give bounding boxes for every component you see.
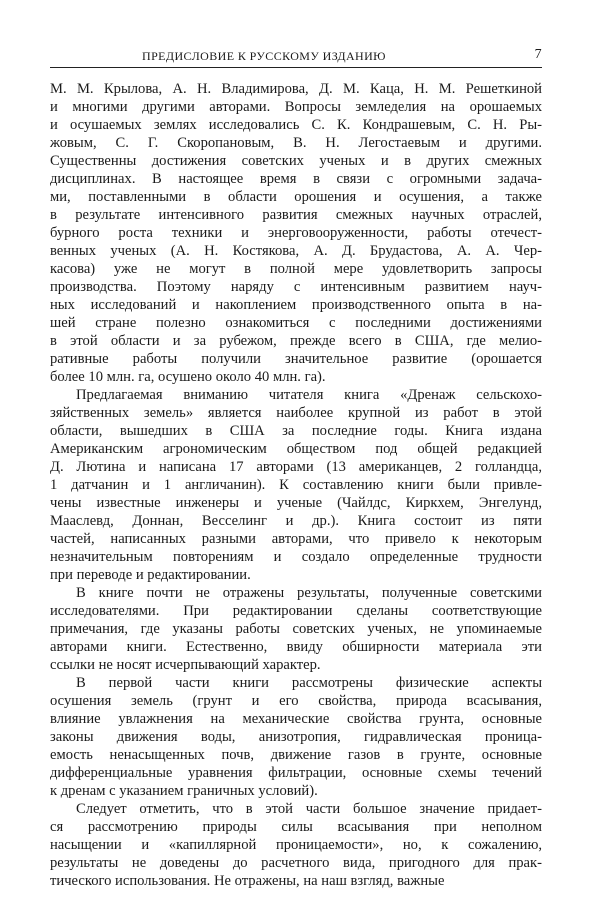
running-header (50, 47, 542, 68)
body-text (50, 80, 542, 890)
text-line: более 10 млн. га, осушено около 40 млн. га). (50, 369, 326, 385)
paragraph (50, 584, 542, 674)
text-line: ративные работы получили значительное развитие (орошается (50, 351, 542, 367)
text-line: осушения земель (грунт и его свойства, природа всасывания, (50, 693, 542, 709)
text-line: результаты не доведены до расчетного вида, пригодного для прак- (50, 855, 542, 871)
text-line: венных ученых (А. Н. Костякова, А. Д. Брудастова, А. А. Чер- (50, 243, 542, 259)
text-line: ся рассмотрению природы силы всасывания при неполном (50, 819, 542, 835)
text-line: влияние увлажнения на механические свойства грунта, основные (50, 711, 542, 727)
paragraph (50, 800, 542, 890)
text-line: Мааслевд, Доннан, Весселинг и др.). Книга состоит из пяти (50, 513, 542, 529)
running-title: ПРЕДИСЛОВИЕ К РУССКОМУ ИЗДАНИЮ (142, 49, 386, 63)
text-line: емость ненасыщенных почв, движение газов в грунте, основные (50, 747, 542, 763)
text-line: Следует отметить, что в этой части большое значение придает- (76, 801, 542, 817)
text-line: касова) уже не могут в полной мере удовлетворить запросы (50, 261, 542, 277)
paragraph (50, 674, 542, 800)
text-line: производства. Поэтому наряду с интенсивным развитием науч- (50, 279, 542, 295)
text-line: ных исследований и накоплением производственного опыта в на- (50, 297, 542, 313)
text-line: дифференциальные уравнения фильтрации, основные схемы течений (50, 765, 542, 781)
text-line: и многими другими авторами. Вопросы земледелия на орошаемых (50, 99, 542, 115)
text-line: Американским агрономическим обществом под общей редакцией (50, 441, 542, 457)
text-line: в результате интенсивного развития смежных научных отраслей, (50, 207, 542, 223)
text-line: при переводе и редактировании. (50, 567, 251, 583)
text-line: в этой области и за рубежом, прежде всего в США, где мелио- (50, 333, 542, 349)
text-line: бурного роста техники и энерговооруженности, работы отечест- (50, 225, 542, 241)
text-line: шей стране полезно ознакомиться с последними достижениями (50, 315, 542, 331)
text-line: насыщении и «капиллярной проницаемости», но, к сожалению, (50, 837, 542, 853)
text-line: незначительным повторениям и создало определенные трудности (50, 549, 542, 565)
text-line: жовым, С. Г. Скоропановым, В. Н. Легостаевым и другими. (50, 135, 542, 151)
text-line: к дренам с указанием граничных условий). (50, 783, 318, 799)
page-number: 7 (534, 47, 542, 62)
text-line: дисциплинах. В настоящее время в связи с огромными задача- (50, 171, 542, 187)
text-line: В книге почти не отражены результаты, полученные советскими (76, 585, 542, 601)
text-line: Д. Лютина и написана 17 авторами (13 американцев, 2 голландца, (50, 459, 542, 475)
text-line: частей, написанных разными авторами, что привело к некоторым (50, 531, 542, 547)
text-line: области, вышедших в США за последние годы. Книга издана (50, 423, 542, 439)
text-line: 1 датчанин и 1 англичанин). К составлению книги были привле- (50, 477, 542, 493)
text-line: Предлагаемая вниманию читателя книга «Дренаж сельскохо- (76, 387, 542, 403)
text-line: М. М. Крылова, А. Н. Владимирова, Д. М. Каца, Н. М. Решеткиной (50, 81, 542, 97)
text-line: зяйственных земель» является наиболее крупной из работ в этой (50, 405, 542, 421)
text-line: тического использования. Не отражены, на наш взгляд, важные (50, 873, 445, 889)
text-line: В первой части книги рассмотрены физические аспекты (76, 675, 542, 691)
text-line: исследователями. При редактировании сделаны соответствующие (50, 603, 542, 619)
text-line: примечания, где указаны работы советских ученых, не упоминаемые (50, 621, 542, 637)
text-line: чены известные инженеры и ученые (Чайлдс, Киркхем, Энгелунд, (50, 495, 542, 511)
text-line: и осушаемых землях исследовались С. К. Кондрашевым, С. Н. Ры- (50, 117, 542, 133)
paragraph (50, 80, 542, 386)
book-page (50, 0, 542, 900)
text-line: ссылки не носят исчерпывающий характер. (50, 657, 321, 673)
text-line: законы движения воды, анизотропия, гидравлическая проница- (50, 729, 542, 745)
text-line: Существенны достижения советских ученых и в других смежных (50, 153, 542, 169)
text-line: авторами книги. Естественно, ввиду обширности материала эти (50, 639, 542, 655)
paragraph (50, 386, 542, 584)
text-line: ми, поставленными в области орошения и осушения, а также (50, 189, 542, 205)
